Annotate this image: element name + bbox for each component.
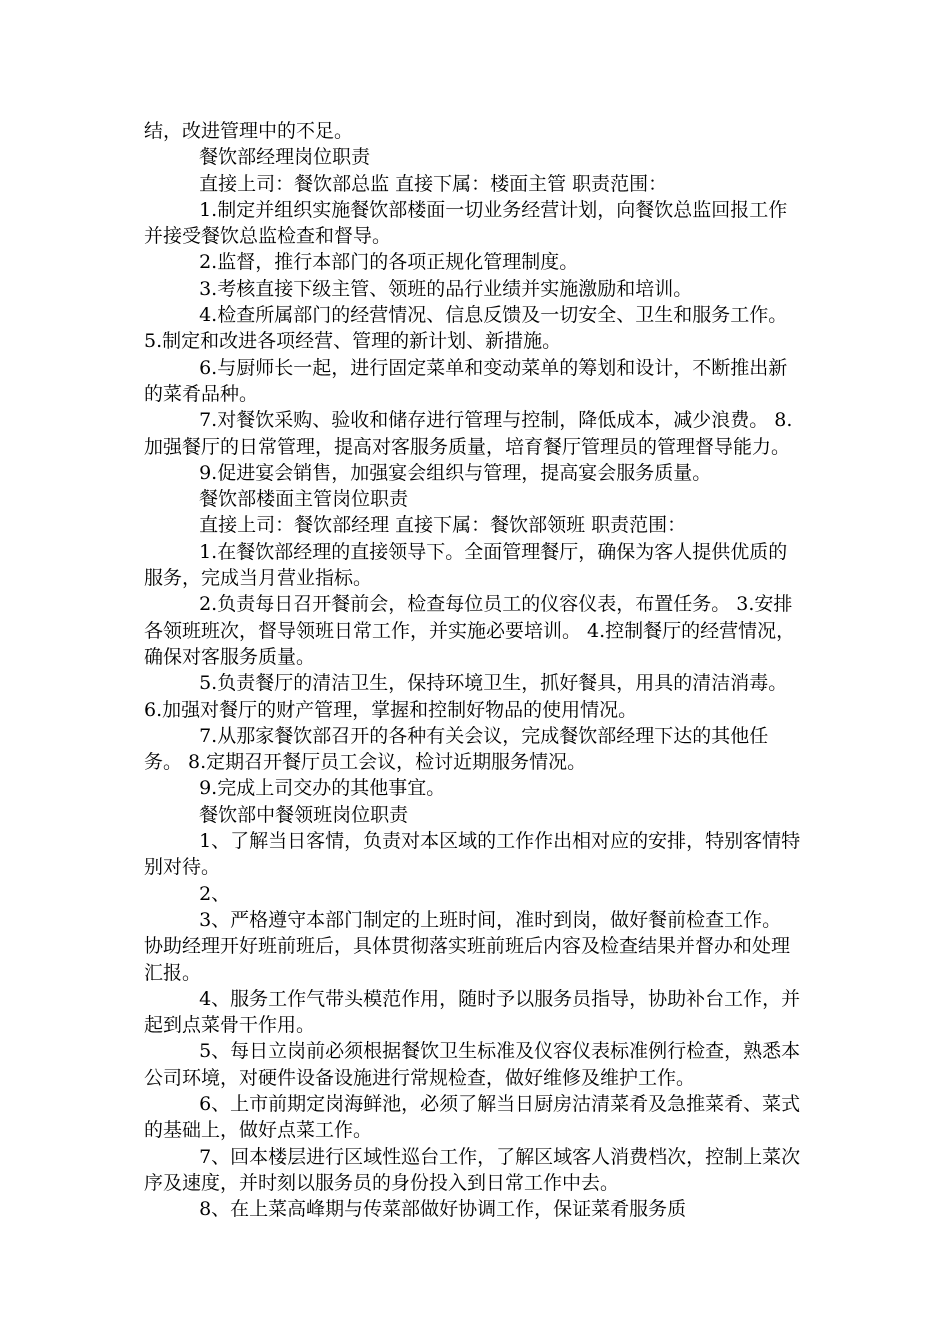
manager-duty-2: 2.监督，推行本部门的各项正规化管理制度。 <box>199 251 579 274</box>
document-page <box>144 118 806 1222</box>
supervisor-duty-1: 1.在餐饮部经理的直接领导下。全面管理餐厅，确保为客人提供优质的服务，完成当月营业指标。 <box>144 540 788 590</box>
captain-duty-8: 8、在上菜高峰期与传菜部做好协调工作，保证菜肴服务质 <box>199 1198 687 1221</box>
captain-duty-2: 2、 <box>199 882 231 905</box>
manager-duty-6: 6.与厨师长一起，进行固定菜单和变动菜单的筹划和设计，不断推出新的菜肴品种。 <box>144 356 788 405</box>
supervisor-duty-7-8: 7.从那家餐饮部召开的各种有关会议，完成餐饮部经理下达的其他任务。 8.定期召开餐厅员工会议，检讨近期服务情况。 <box>144 724 769 774</box>
manager-duty-4-5: 4.检查所属部门的经营情况、信息反馈及一切安全、卫生和服务工作。 5.制定和改进各项经营、管理的新计划、新措施。 <box>144 304 788 353</box>
reporting-line-supervisor: 直接上司：餐饮部经理 直接下属：餐饮部领班 职责范围： <box>199 514 687 537</box>
manager-duty-7-8: 7.对餐饮采购、验收和储存进行管理与控制，降低成本，减少浪费。 8.加强餐厅的日常管理，提高对客服务质量，培育餐厅管理员的管理督导能力。 <box>144 409 793 458</box>
captain-duty-4: 4、服务工作气带头模范作用，随时予以服务员指导，协助补台工作，并起到点菜骨干作用。 <box>144 987 801 1037</box>
captain-duty-1: 1、了解当日客情，负责对本区域的工作作出相对应的安排，特别客情特别对待。 <box>144 830 801 879</box>
captain-duty-6: 6、上市前期定岗海鲜池，必须了解当日厨房沽清菜肴及急推菜肴、菜式的基础上，做好点菜工作。 <box>144 1092 801 1142</box>
section-heading-chinese-captain: 餐饮部中餐领班岗位职责 <box>199 803 409 826</box>
section-heading-floor-supervisor: 餐饮部楼面主管岗位职责 <box>199 488 409 511</box>
reporting-line-manager: 直接上司：餐饮部总监 直接下属：楼面主管 职责范围： <box>199 172 668 195</box>
manager-duty-3: 3.考核直接下级主管、领班的品行业绩并实施激励和培训。 <box>199 277 693 300</box>
supervisor-duty-9: 9.完成上司交办的其他事宜。 <box>199 777 446 800</box>
section-heading-manager: 餐饮部经理岗位职责 <box>199 146 371 169</box>
captain-duty-5: 5、每日立岗前必须根据餐饮卫生标准及仪容仪表标准例行检查，熟悉本公司环境，对硬件设备设施进行常规检查，做好维修及维护工作。 <box>144 1040 801 1089</box>
paragraph-continuation: 结，改进管理中的不足。 <box>144 120 354 142</box>
supervisor-duty-2-4: 2.负责每日召开餐前会，检查每位员工的仪容仪表，布置任务。 3.安排各领班班次，督导领班日常工作，并实施必要培训。 4.控制餐厅的经营情况，确保对客服务质量。 <box>144 593 796 668</box>
captain-duty-7: 7、回本楼层进行区域性巡台工作，了解区域客人消费档次，控制上菜次序及速度，并时刻以服务员的身份投入到日常工作中去。 <box>144 1145 801 1194</box>
captain-duty-3: 3、严格遵守本部门制定的上班时间，准时到岗，做好餐前检查工作。 协助经理开好班前班后，具体贯彻落实班前班后内容及检查结果并督办和处理汇报。 <box>144 908 791 984</box>
supervisor-duty-5-6: 5.负责餐厅的清洁卫生，保持环境卫生，抓好餐具，用具的清洁消毒。 6.加强对餐厅的财产管理，掌握和控制好物品的使用情况。 <box>144 672 788 721</box>
manager-duty-1: 1.制定并组织实施餐饮部楼面一切业务经营计划，向餐饮总监回报工作并接受餐饮总监检查和督导。 <box>144 198 788 248</box>
manager-duty-9: 9.促进宴会销售，加强宴会组织与管理，提高宴会服务质量。 <box>199 461 712 484</box>
